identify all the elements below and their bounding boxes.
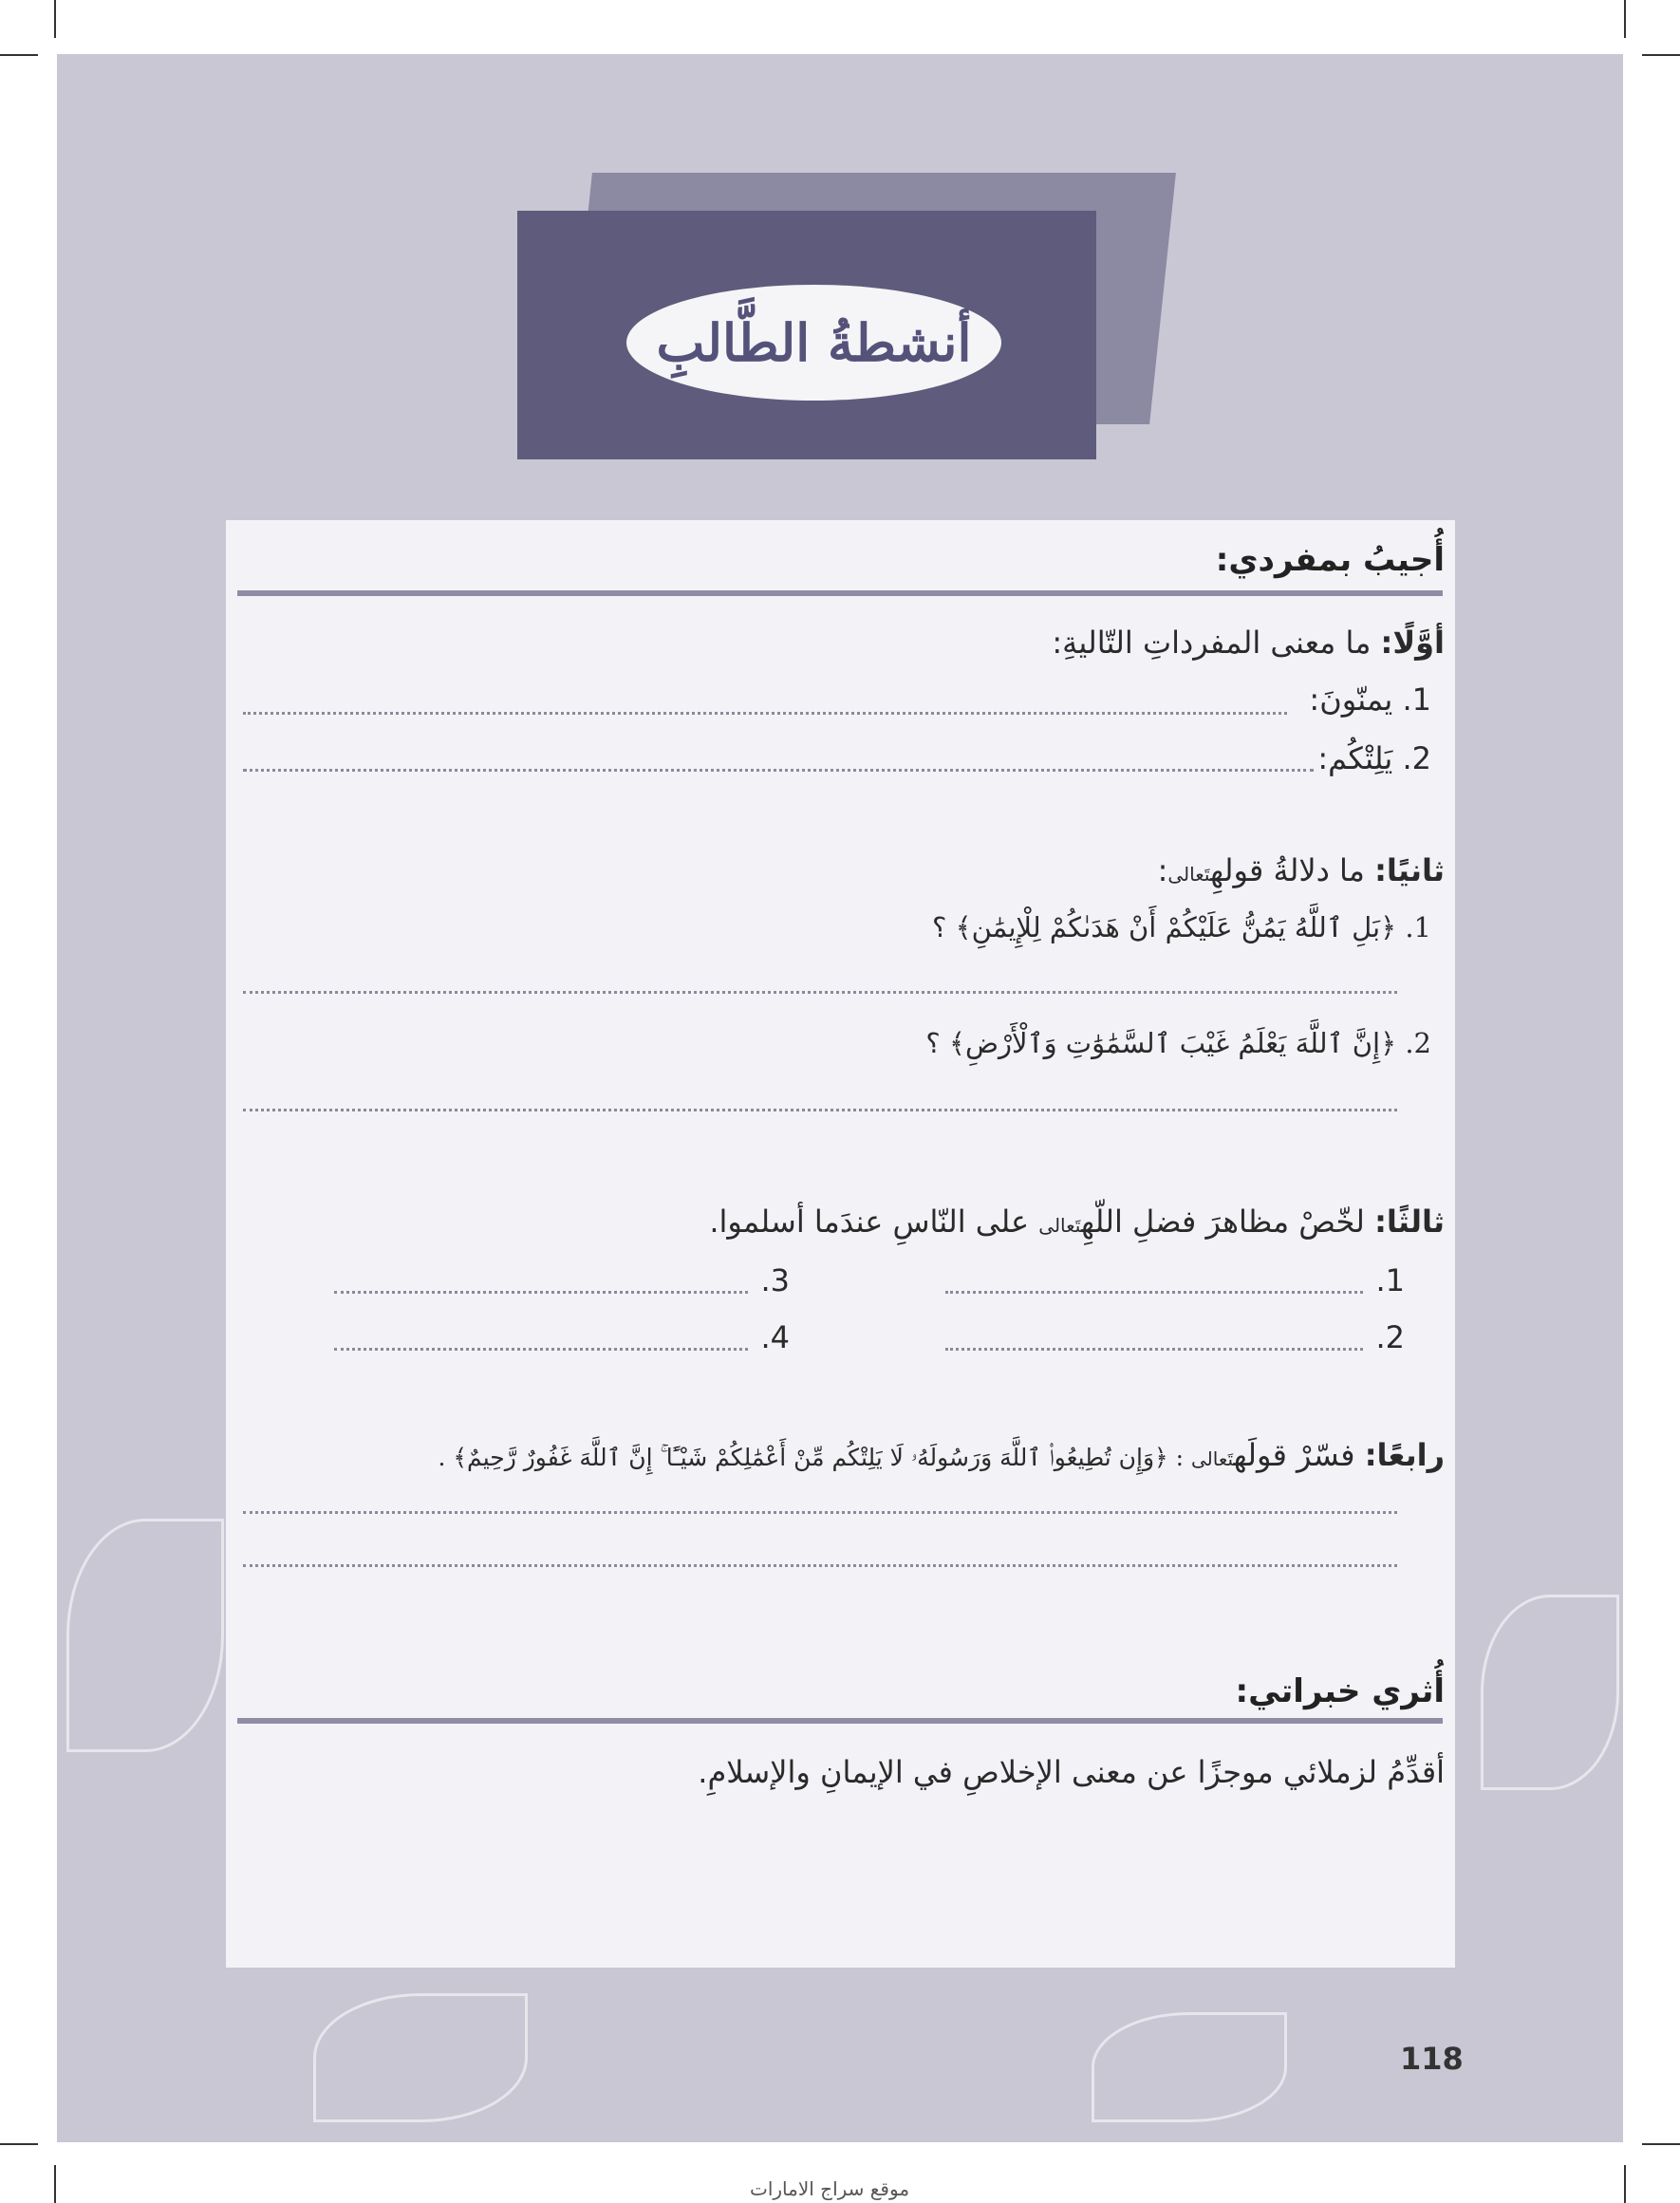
answer-line [243,1109,1397,1111]
crop-mark [1642,2143,1680,2145]
section-rule [237,590,1443,596]
question-text-2: على النّاسِ عندَما أسلموا. [709,1204,1039,1240]
crop-mark [0,2143,38,2145]
summary-item-4: 4. [760,1319,790,1355]
ta3ala-mark: تَعالى [1038,1214,1081,1237]
floral-decoration [313,1993,528,2122]
crop-mark [54,2165,56,2203]
enrichment-task: أقدِّمُ لزملائي موجزًا عن معنى الإخلاصِ في الإيمانِ والإسلامِ. [698,1754,1445,1790]
crop-mark [54,0,56,38]
answer-line [945,1348,1363,1351]
footer-site-name: موقع سراج الامارات [750,2177,910,2200]
answer-line [945,1291,1363,1294]
question-label: رابعًا: [1364,1437,1445,1473]
vocab-item-2: 2. يَلِتْكُم: [1317,740,1431,776]
answer-line [243,1564,1397,1567]
question-text: فسّرْ قولَه [1233,1437,1365,1473]
answer-line [243,1511,1397,1514]
question-3 [709,1204,1445,1240]
question-text: لخّصْ مظاهرَ فضلِ اللّهِ [1080,1204,1375,1240]
ta3ala-mark: تَعالى [1167,863,1210,886]
banner-title-oval [626,285,1001,401]
crop-mark [1642,54,1680,56]
question-2 [1158,852,1445,888]
crop-mark [0,54,38,56]
question-label: أوَّلًا: [1380,625,1445,661]
page-number: 118 [1400,2041,1464,2077]
question-label: ثالثًا: [1374,1204,1445,1240]
verse-item-1: 1. ﴿بَلِ ٱللَّهُ يَمُنُّ عَلَيْكُمْ أَنْ هَدَىٰكُمْ لِلْإِيمَٰنِ﴾ ؟ [932,911,1431,943]
question-text: ما دلالةُ قولهِ [1209,852,1375,888]
section-rule [237,1718,1443,1724]
banner-title: أنشطةُ الطَّالبِ [656,312,972,373]
vocab-item-1: 1. يمنّونَ: [1309,681,1431,718]
section-heading-individual: أُجيبُ بمفردي: [1215,541,1445,579]
crop-mark [1624,2165,1626,2203]
crop-mark [1624,0,1626,38]
section-heading-enrich: أُثري خبراتي: [1235,1672,1445,1710]
floral-decoration [1481,1595,1619,1790]
question-label: ثانيًا: [1374,852,1445,888]
question-1 [1052,625,1445,661]
answer-line [334,1348,748,1351]
summary-item-2: 2. [1375,1319,1405,1355]
colon: : [1157,852,1168,888]
summary-item-3: 3. [760,1262,790,1298]
answer-line [243,991,1397,994]
answer-line [334,1291,748,1294]
answer-line [243,712,1287,715]
question-text: ما معنى المفرداتِ التّاليةِ: [1052,625,1381,661]
ta3ala-mark: تَعالى [1191,1447,1234,1470]
verse-quote: : ﴿وَإِن تُطِيعُوا۟ ٱللَّهَ وَرَسُولَهُۥ لَا يَلِتْكُم مِّنْ أَعْمَٰلِكُمْ شَيْـًٔا ۚ إِنَّ ٱللَّهَ غَفُورٌ رَّحِيمٌ﴾ . [438,1444,1191,1471]
answer-line [243,769,1314,772]
floral-decoration [1092,2012,1287,2122]
activities-card [226,520,1455,1968]
summary-item-1: 1. [1375,1262,1405,1298]
floral-decoration [66,1519,224,1752]
question-4 [439,1437,1445,1473]
verse-item-2: 2. ﴿إِنَّ ٱللَّهَ يَعْلَمُ غَيْبَ ٱلسَّمَٰوَٰتِ وَٱلْأَرْضِ﴾ ؟ [925,1027,1431,1059]
